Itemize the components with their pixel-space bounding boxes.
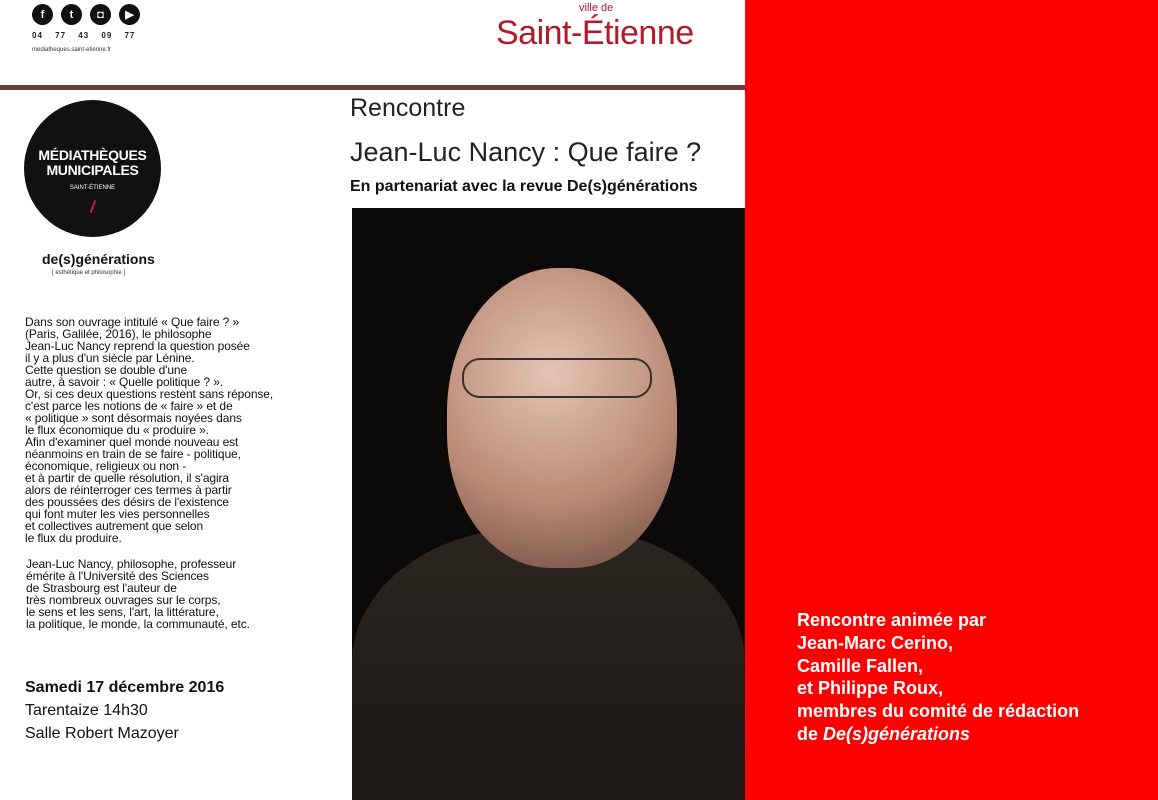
divider <box>0 85 745 90</box>
event-time: Tarentaize 14h30 <box>25 702 148 719</box>
event-room: Salle Robert Mazoyer <box>25 725 179 742</box>
saint-etienne-logo <box>496 2 736 62</box>
youtube-icon[interactable]: ▶ <box>119 4 140 25</box>
event-date: Samedi 17 décembre 2016 <box>25 679 225 696</box>
journal-name: De(s)générations <box>823 723 971 744</box>
speaker-photo <box>352 208 745 800</box>
phone-number: 04 77 43 09 77 <box>32 31 136 40</box>
logo-title: MÉDIATHÈQUES MUNICIPALES <box>38 147 147 178</box>
website: mediatheques.saint-etienne.fr <box>32 47 112 53</box>
event-partner: En partenariat avec la revue De(s)générations <box>350 178 698 195</box>
logo-sub: SAINT-ÉTIENNE <box>69 185 116 191</box>
twitter-icon[interactable]: t <box>61 4 82 25</box>
credits-line: et Philippe Roux, <box>797 678 944 699</box>
desgenerations-sub: [ esthétique et philosophie ] <box>52 270 126 276</box>
event-kicker: Rencontre <box>350 94 466 122</box>
credits-line: membres du comité de rédaction <box>797 701 1080 722</box>
social-icons <box>32 4 140 25</box>
brand-name: Saint-Étienne <box>496 14 694 52</box>
credits-line: Jean-Marc Cerino, <box>797 632 954 653</box>
brand-small: ville de <box>579 2 614 14</box>
photo-body <box>352 528 745 800</box>
credits-prefix: de <box>797 723 824 744</box>
event-description: Dans son ouvrage intitulé « Que faire ? » (Paris, Galilée, 2016), le philosophe Jean-Luc Nancy reprend la question posée il y a plus d'un siècle par Lénine. Cette question se double d'une autre, à savoir : « Quelle politique ? ». Or, si ces deux questions restent sans réponse, c'est parce les notions de « faire » et de « politique » sont désormais noyées dans le flux économique du « produire ». Afin d'examiner quel monde nouveau est néanmoins en train de se faire - politique, économique, religieux ou non - et à partir de quelle résolution, il s'agira alors de réinterroger ces termes à partir des poussées des désirs de l'existence qui font muter les vies personnelles et collectives autrement que selon le flux du produire. <box>25 315 274 545</box>
photo-head <box>447 268 677 568</box>
photo-glasses <box>462 358 652 398</box>
speaker-bio: Jean-Luc Nancy, philosophe, professeur émérite à l'Université des Sciences de Strasbourg est l'auteur de très nombreux ouvrages sur le corps, le sens et les sens, l'art, la littérature, la politique, le monde, la communauté, etc. <box>26 557 250 631</box>
credits-line: Rencontre animée par <box>797 610 987 630</box>
facebook-icon[interactable]: f <box>32 4 53 25</box>
event-title: Jean-Luc Nancy : Que faire ? <box>350 137 702 167</box>
credits <box>797 609 1079 746</box>
credits-line <box>797 723 1079 746</box>
mediatheques-logo <box>24 100 161 237</box>
instagram-icon[interactable]: ◘ <box>90 4 111 25</box>
desgenerations-logo: de(s)générations <box>42 251 155 267</box>
credits-line: Camille Fallen, <box>797 655 924 676</box>
logo-slash <box>89 200 95 213</box>
